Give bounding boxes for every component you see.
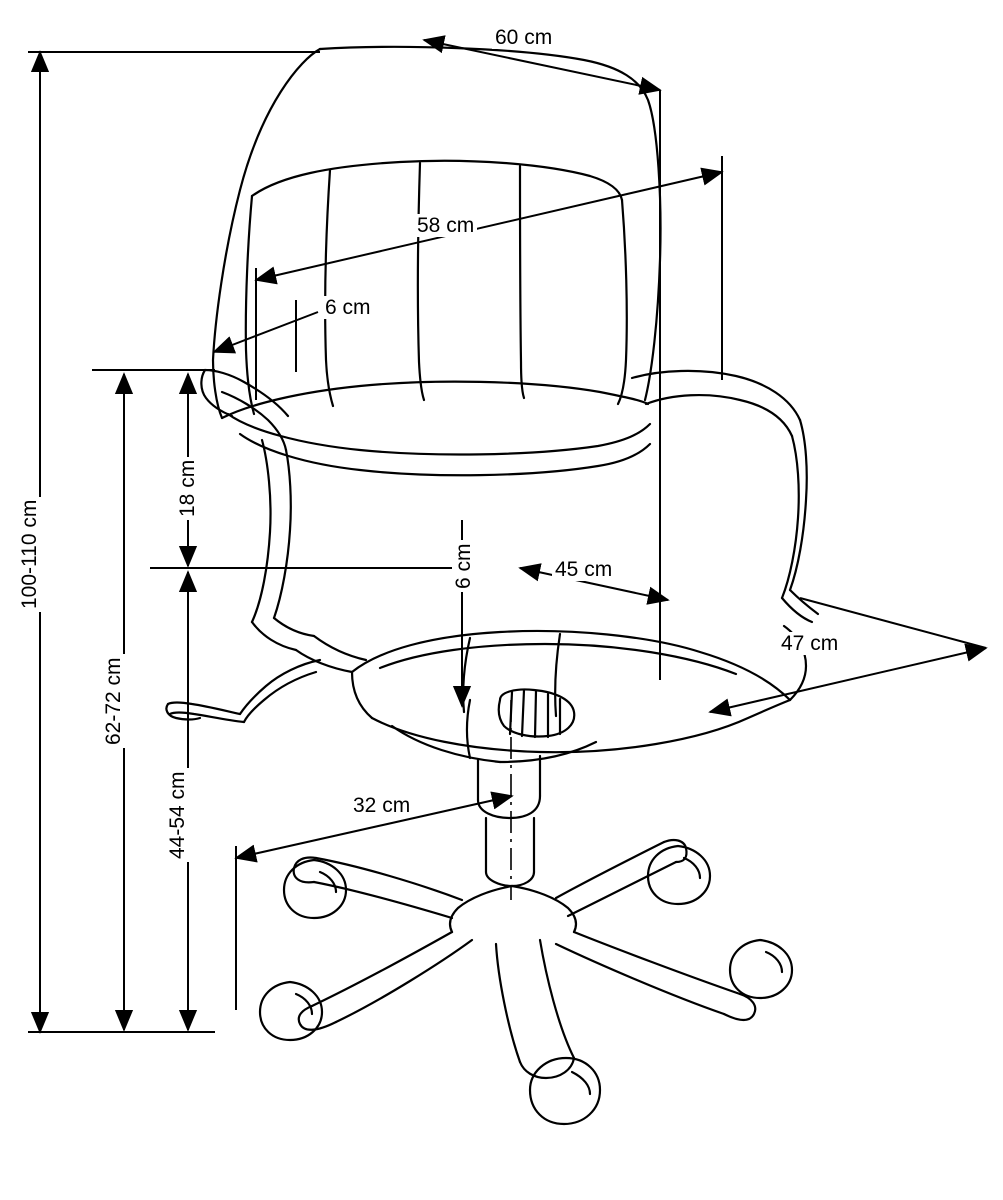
dimension-label-backrest-58: 58 cm [414,214,477,237]
dimension-label-backrest-height: 62-72 cm [102,654,125,748]
dimension-label-offset-6-top: 6 cm [322,296,374,319]
dimension-label-seat-6: 6 cm [452,540,475,592]
dimension-label-width-60: 60 cm [492,26,555,49]
dimension-label-seat-width-45: 45 cm [552,558,615,581]
dimension-label-armrest-18: 18 cm [176,457,199,520]
dimension-label-seat-height: 44-54 cm [166,768,189,862]
dimension-label-depth-47: 47 cm [778,632,841,655]
dimension-label-total-height: 100-110 cm [18,497,41,612]
dimension-label-base-32: 32 cm [350,794,413,817]
dimension-lines [28,40,986,1032]
